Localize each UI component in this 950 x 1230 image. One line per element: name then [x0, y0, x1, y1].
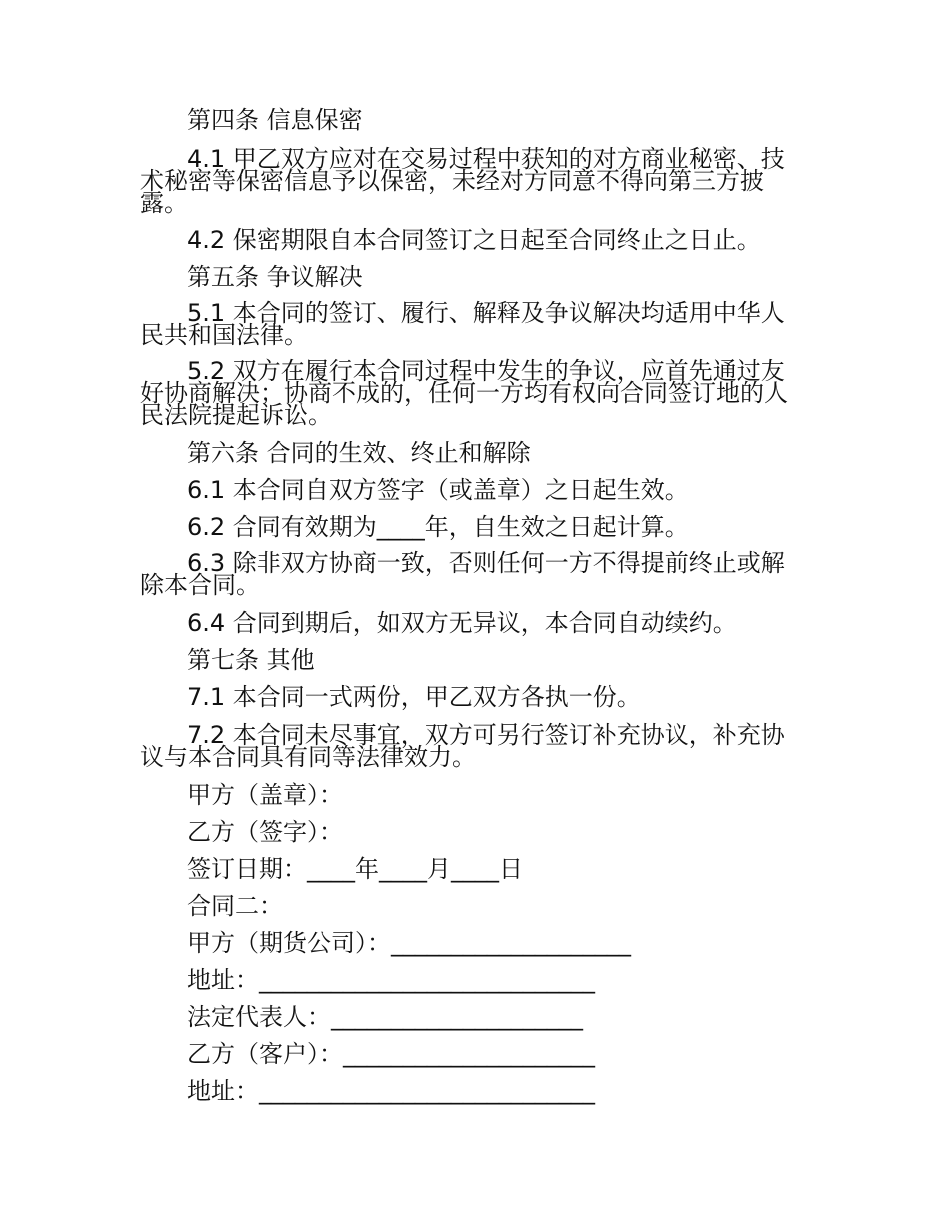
clause-5-1-line-2: 民共和国法律。	[140, 321, 308, 349]
signature-party-a: 甲方（盖章）：	[187, 781, 343, 809]
clause-7-2-line-2: 议与本合同具有同等法律效力。	[140, 743, 476, 771]
clause-5-1-line-1: 5.1 本合同的签订、履行、解释及争议解决均适用中华人	[187, 299, 785, 327]
contract-2-party-b: 乙方（客户）：_____________________	[187, 1040, 595, 1068]
clause-4-1-line-1: 4.1 甲乙双方应对在交易过程中获知的对方商业秘密、技	[187, 145, 785, 173]
clause-4-2: 4.2 保密期限自本合同签订之日起至合同终止之日止。	[187, 226, 761, 254]
article-5-title: 第五条 争议解决	[187, 263, 363, 291]
clause-6-1: 6.1 本合同自双方签字（或盖章）之日起生效。	[187, 476, 689, 504]
contract-2-title: 合同二：	[187, 892, 283, 920]
contract-2-address-a: 地址：____________________________	[187, 966, 595, 994]
article-7-title: 第七条 其他	[187, 646, 315, 674]
signing-date: 签订日期：____年____月____日	[187, 855, 523, 883]
contract-2-party-a: 甲方（期货公司）：____________________	[187, 929, 631, 957]
contract-2-legal-representative: 法定代表人：_____________________	[187, 1003, 583, 1031]
clause-6-2: 6.2 合同有效期为____年，自生效之日起计算。	[187, 513, 689, 541]
clause-5-2-line-1: 5.2 双方在履行本合同过程中发生的争议，应首先通过友	[187, 357, 785, 385]
clause-5-2-line-2: 好协商解决；协商不成的，任何一方均有权向合同签订地的人	[140, 379, 788, 407]
article-6-title: 第六条 合同的生效、终止和解除	[187, 439, 531, 467]
clause-7-2-line-1: 7.2 本合同未尽事宜，双方可另行签订补充协议，补充协	[187, 721, 785, 749]
clause-5-2-line-3: 民法院提起诉讼。	[140, 401, 332, 429]
clause-7-1: 7.1 本合同一式两份，甲乙双方各执一份。	[187, 683, 641, 711]
article-4-title: 第四条 信息保密	[187, 106, 363, 134]
clause-4-1-line-2: 术秘密等保密信息予以保密，未经对方同意不得向第三方披	[140, 167, 764, 195]
clause-4-1-line-3: 露。	[140, 189, 188, 217]
contract-2-address-b: 地址：____________________________	[187, 1077, 595, 1105]
signature-party-b: 乙方（签字）：	[187, 818, 343, 846]
clause-6-3-line-2: 除本合同。	[140, 571, 260, 599]
clause-6-4: 6.4 合同到期后，如双方无异议，本合同自动续约。	[187, 609, 737, 637]
clause-6-3-line-1: 6.3 除非双方协商一致，否则任何一方不得提前终止或解	[187, 549, 785, 577]
